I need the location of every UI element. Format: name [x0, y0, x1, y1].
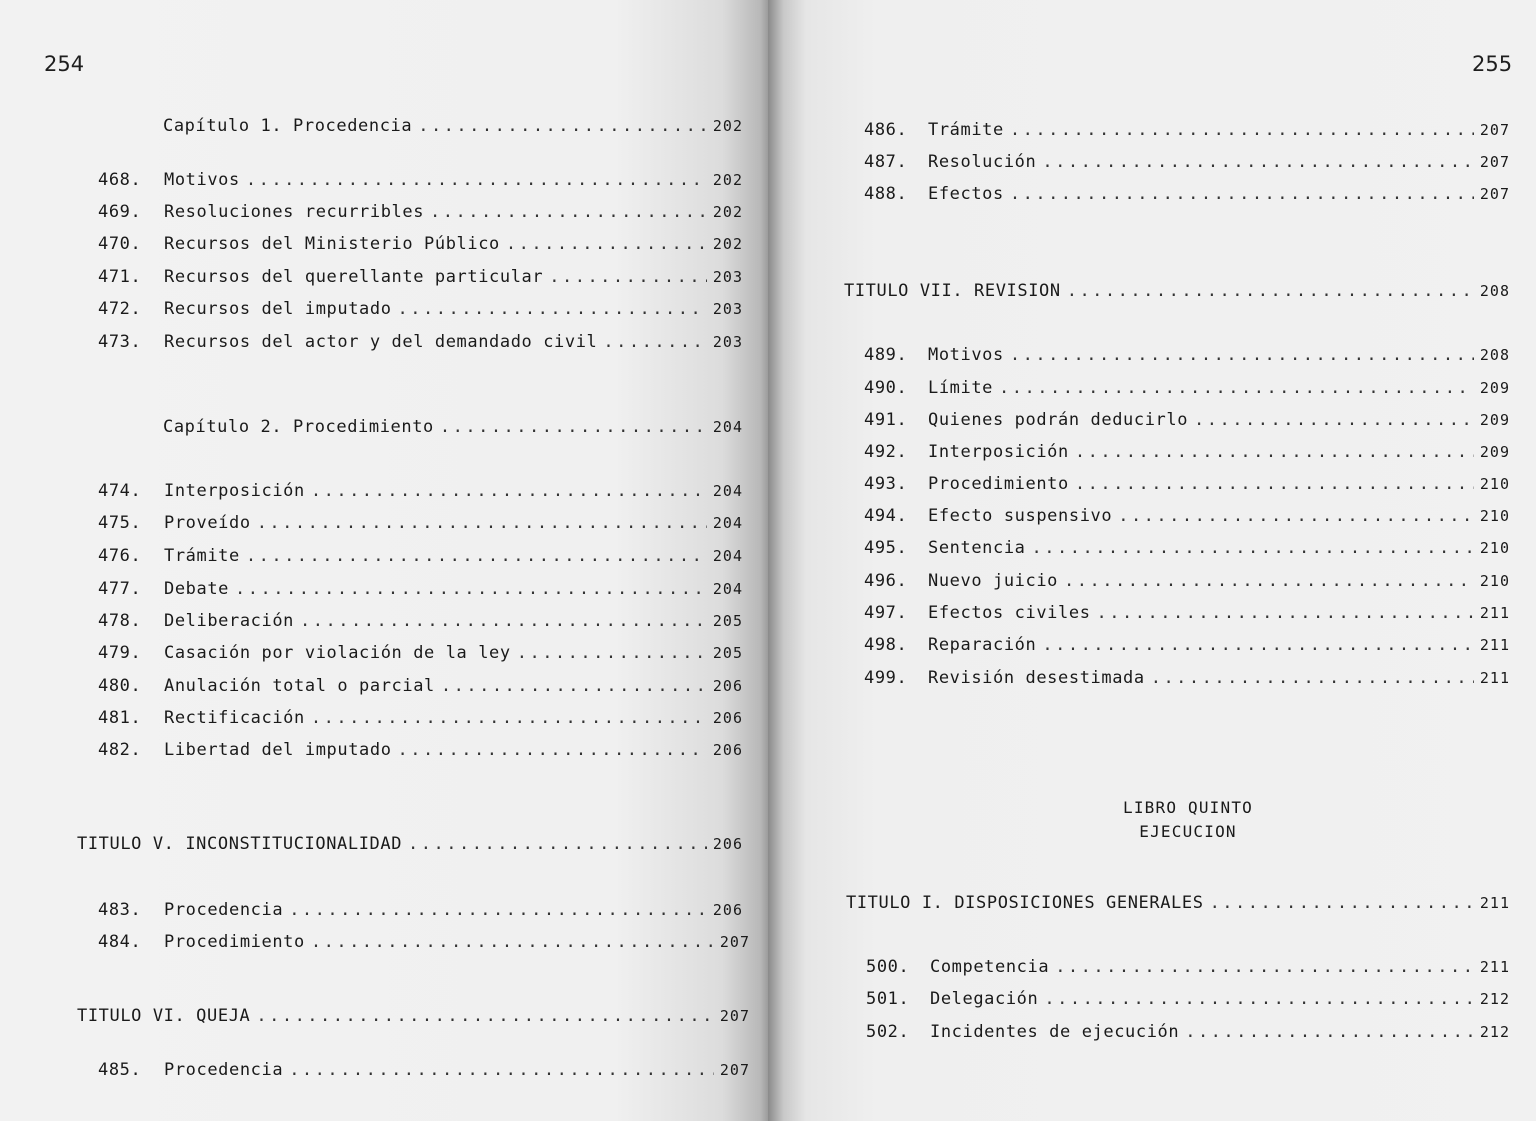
toc-entry	[98, 643, 743, 669]
toc-entry	[98, 708, 743, 734]
toc-entry	[98, 579, 743, 605]
entry-label: Interposición	[928, 442, 1069, 462]
entry-number: 490.	[864, 378, 908, 398]
toc-section-heading	[77, 1006, 750, 1032]
entry-page: 207	[719, 933, 750, 951]
toc-entry	[864, 152, 1510, 178]
entry-number: 480.	[98, 676, 142, 696]
entry-label: Procedimiento	[928, 474, 1069, 494]
entry-page: 202	[712, 203, 743, 221]
toc-entry	[98, 234, 743, 260]
entry-page: 211	[1479, 604, 1510, 622]
entry-number: 488.	[864, 184, 908, 204]
entry-label: Recursos del querellante particular	[164, 267, 544, 287]
entry-number: 498.	[864, 635, 908, 655]
entry-number: 486.	[864, 120, 908, 140]
entry-number: 491.	[864, 410, 908, 430]
entry-page: 207	[719, 1007, 750, 1025]
entry-page: 207	[1479, 121, 1510, 139]
entry-label: Rectificación	[164, 708, 305, 728]
entry-label: Motivos	[164, 170, 240, 190]
entry-number: 477.	[98, 579, 142, 599]
toc-entry	[864, 635, 1510, 661]
entry-label: Debate	[164, 579, 230, 599]
leader-dots	[398, 740, 707, 760]
entry-number: 474.	[98, 481, 142, 501]
entry-number: 476.	[98, 546, 142, 566]
entry-label: Casación por violación de la ley	[164, 643, 511, 663]
entry-page: 211	[1479, 894, 1510, 912]
entry-label: Delegación	[930, 989, 1039, 1009]
leader-dots	[1010, 345, 1474, 365]
entry-page: 209	[1479, 411, 1510, 429]
toc-entry	[98, 299, 743, 325]
leader-dots	[1064, 571, 1474, 591]
leader-dots	[1075, 442, 1474, 462]
entry-number: 489.	[864, 345, 908, 365]
entry-page: 209	[1479, 379, 1510, 397]
leader-dots	[603, 332, 707, 352]
entry-label: Revisión desestimada	[928, 668, 1145, 688]
leader-dots	[418, 116, 707, 136]
entry-page: 207	[719, 1061, 750, 1079]
entry-label: Deliberación	[164, 611, 295, 631]
entry-page: 204	[712, 482, 743, 500]
leader-dots	[506, 234, 707, 254]
entry-label: TITULO VII. REVISION	[844, 281, 1061, 301]
entry-page: 206	[712, 901, 743, 919]
leader-dots	[1075, 474, 1474, 494]
entry-page: 210	[1479, 507, 1510, 525]
entry-page: 210	[1479, 539, 1510, 557]
toc-entry	[98, 546, 743, 572]
entry-number: 484.	[98, 932, 142, 952]
leader-dots	[257, 513, 707, 533]
toc-entry	[866, 989, 1510, 1015]
entry-page: 208	[1479, 282, 1510, 300]
entry-label: Libertad del imputado	[164, 740, 392, 760]
toc-entry	[864, 345, 1510, 371]
toc-entry	[864, 474, 1510, 500]
entry-label: Competencia	[930, 957, 1050, 977]
right-page	[768, 0, 1536, 1121]
leader-dots	[1010, 120, 1474, 140]
entry-number: 494.	[864, 506, 908, 526]
toc-entry	[864, 410, 1510, 436]
toc-entry	[864, 120, 1510, 146]
leader-dots	[289, 900, 707, 920]
entry-label: Recursos del imputado	[164, 299, 392, 319]
leader-dots	[1067, 281, 1474, 301]
entry-page: 204	[712, 547, 743, 565]
toc-entry	[98, 513, 743, 539]
toc-entry	[864, 668, 1510, 694]
leader-dots	[235, 579, 707, 599]
leader-dots	[246, 170, 707, 190]
book-heading	[1108, 798, 1268, 841]
leader-dots	[549, 267, 707, 287]
entry-page: 211	[1479, 636, 1510, 654]
toc-entry	[163, 417, 743, 443]
leader-dots	[1097, 603, 1474, 623]
entry-label: Resoluciones recurribles	[164, 202, 425, 222]
leader-dots	[289, 1060, 714, 1080]
entry-page: 206	[712, 709, 743, 727]
entry-number: 481.	[98, 708, 142, 728]
leader-dots	[1044, 989, 1474, 1009]
leader-dots	[1151, 668, 1474, 688]
toc-entry	[864, 506, 1510, 532]
toc-entry	[98, 481, 743, 507]
entry-label: Trámite	[164, 546, 240, 566]
entry-page: 210	[1479, 572, 1510, 590]
toc-entry	[98, 202, 743, 228]
toc-entry	[864, 571, 1510, 597]
entry-page: 204	[712, 580, 743, 598]
entry-number: 497.	[864, 603, 908, 623]
entry-label: Anulación total o parcial	[164, 676, 435, 696]
toc-entry	[866, 957, 1510, 983]
entry-number: 487.	[864, 152, 908, 172]
leader-dots	[430, 202, 707, 222]
leader-dots	[1010, 184, 1474, 204]
leader-dots	[256, 1006, 714, 1026]
toc-entry	[98, 900, 743, 926]
leader-dots	[311, 932, 714, 952]
entry-number: 469.	[98, 202, 142, 222]
leader-dots	[398, 299, 707, 319]
entry-number: 479.	[98, 643, 142, 663]
leader-dots	[441, 676, 707, 696]
page-number: 255	[1472, 52, 1513, 76]
entry-page: 202	[712, 171, 743, 189]
toc-entry	[98, 932, 750, 958]
toc-entry	[864, 378, 1510, 404]
entry-number: 492.	[864, 442, 908, 462]
toc-entry	[98, 740, 743, 766]
toc-entry	[163, 116, 743, 142]
toc-entry	[98, 267, 743, 293]
entry-label: Recursos del actor y del demandado civil	[164, 332, 598, 352]
toc-entry	[98, 611, 743, 637]
entry-page: 206	[712, 835, 743, 853]
entry-page: 207	[1479, 153, 1510, 171]
entry-number: 485.	[98, 1060, 142, 1080]
entry-label: Efectos civiles	[928, 603, 1091, 623]
entry-number: 493.	[864, 474, 908, 494]
entry-label: Procedencia	[164, 1060, 284, 1080]
leader-dots	[517, 643, 707, 663]
toc-section-heading	[844, 281, 1510, 307]
leader-dots	[999, 378, 1474, 398]
entry-number: 475.	[98, 513, 142, 533]
entry-page: 204	[712, 514, 743, 532]
entry-number: 496.	[864, 571, 908, 591]
entry-label: Efectos	[928, 184, 1004, 204]
leader-dots	[1042, 635, 1474, 655]
entry-page: 211	[1479, 669, 1510, 687]
toc-entry	[864, 442, 1510, 468]
entry-page: 203	[712, 333, 743, 351]
entry-label: Interposición	[164, 481, 305, 501]
toc-entry	[864, 184, 1510, 210]
leader-dots	[311, 481, 707, 501]
entry-number: 495.	[864, 538, 908, 558]
entry-label: Nuevo juicio	[928, 571, 1059, 591]
leader-dots	[246, 546, 707, 566]
entry-page: 211	[1479, 958, 1510, 976]
entry-page: 203	[712, 300, 743, 318]
leader-dots	[300, 611, 707, 631]
entry-page: 206	[712, 741, 743, 759]
entry-label: Quienes podrán deducirlo	[928, 410, 1189, 430]
entry-page: 205	[712, 644, 743, 662]
entry-label: Incidentes de ejecución	[930, 1022, 1180, 1042]
book-heading-line2: EJECUCION	[1139, 822, 1237, 841]
leader-dots	[440, 417, 707, 437]
entry-number: 478.	[98, 611, 142, 631]
leader-dots	[1210, 893, 1474, 913]
entry-page: 205	[712, 612, 743, 630]
entry-page: 204	[712, 418, 743, 436]
entry-page: 203	[712, 268, 743, 286]
entry-label: Efecto suspensivo	[928, 506, 1113, 526]
entry-label: Capítulo 1. Procedencia	[163, 116, 413, 136]
entry-label: Reparación	[928, 635, 1037, 655]
toc-entry	[864, 538, 1510, 564]
entry-number: 501.	[866, 989, 910, 1009]
leader-dots	[1032, 538, 1474, 558]
entry-label: Procedimiento	[164, 932, 305, 952]
entry-number: 482.	[98, 740, 142, 760]
entry-number: 471.	[98, 267, 142, 287]
entry-page: 208	[1479, 346, 1510, 364]
entry-label: Recursos del Ministerio Público	[164, 234, 500, 254]
entry-number: 500.	[866, 957, 910, 977]
toc-entry	[866, 1022, 1510, 1048]
toc-entry	[864, 603, 1510, 629]
toc-entry	[98, 332, 743, 358]
entry-page: 212	[1479, 1023, 1510, 1041]
entry-number: 470.	[98, 234, 142, 254]
entry-label: Límite	[928, 378, 994, 398]
toc-section-heading	[77, 834, 743, 860]
leader-dots	[1194, 410, 1474, 430]
entry-number: 483.	[98, 900, 142, 920]
toc-section-heading	[846, 893, 1510, 919]
entry-label: Resolución	[928, 152, 1037, 172]
entry-page: 207	[1479, 185, 1510, 203]
leader-dots	[1055, 957, 1474, 977]
leader-dots	[1185, 1022, 1474, 1042]
entry-page: 209	[1479, 443, 1510, 461]
entry-label: Proveído	[164, 513, 251, 533]
toc-entry	[98, 170, 743, 196]
entry-number: 502.	[866, 1022, 910, 1042]
entry-page: 202	[712, 235, 743, 253]
entry-number: 473.	[98, 332, 142, 352]
entry-number: 472.	[98, 299, 142, 319]
entry-number: 499.	[864, 668, 908, 688]
entry-page: 210	[1479, 475, 1510, 493]
entry-label: Procedencia	[164, 900, 284, 920]
entry-label: Capítulo 2. Procedimiento	[163, 417, 434, 437]
entry-label: Motivos	[928, 345, 1004, 365]
entry-label: TITULO VI. QUEJA	[77, 1006, 251, 1026]
leader-dots	[408, 834, 707, 854]
leader-dots	[311, 708, 707, 728]
page-number: 254	[44, 52, 85, 76]
leader-dots	[1118, 506, 1474, 526]
entry-number: 468.	[98, 170, 142, 190]
entry-page: 202	[712, 117, 743, 135]
entry-page: 212	[1479, 990, 1510, 1008]
toc-entry	[98, 676, 743, 702]
entry-label: TITULO I. DISPOSICIONES GENERALES	[846, 893, 1204, 913]
toc-entry	[98, 1060, 750, 1086]
entry-page: 206	[712, 677, 743, 695]
leader-dots	[1042, 152, 1474, 172]
entry-label: TITULO V. INCONSTITUCIONALIDAD	[77, 834, 403, 854]
book-heading-line1: LIBRO QUINTO	[1123, 798, 1253, 817]
entry-label: Sentencia	[928, 538, 1026, 558]
entry-label: Trámite	[928, 120, 1004, 140]
